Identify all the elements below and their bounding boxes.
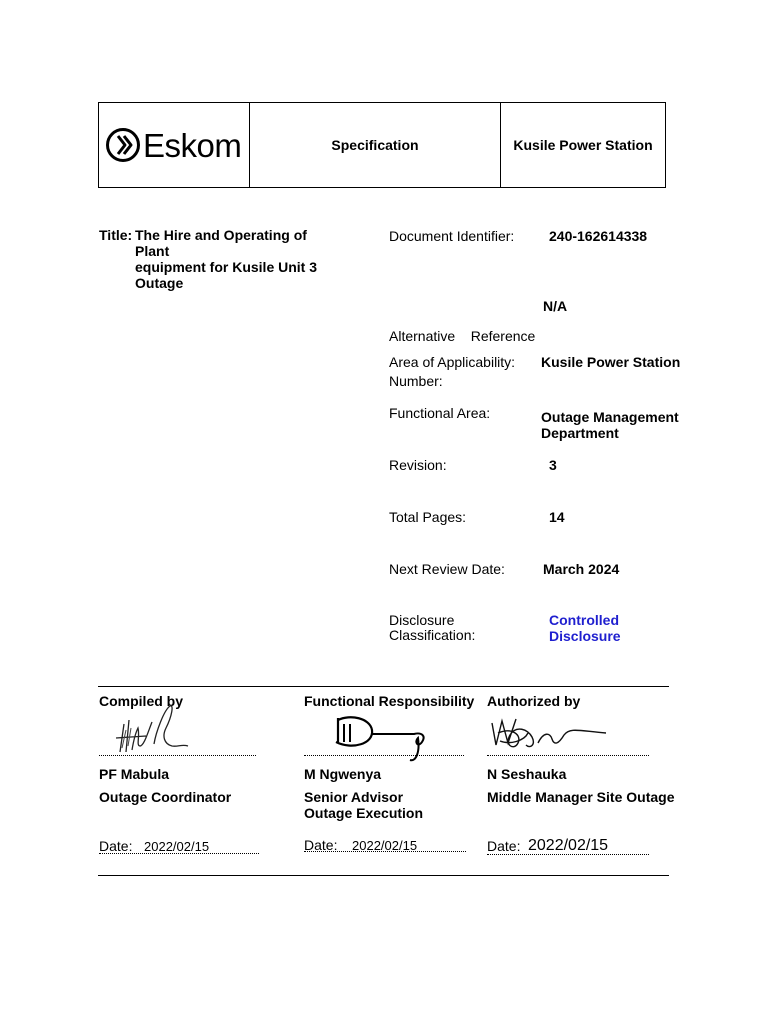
compiled-by-heading: Compiled by <box>99 693 184 709</box>
functional-area-label: Functional Area: <box>389 405 491 421</box>
eskom-emblem-icon <box>105 127 141 163</box>
signoff-bottom-rule <box>98 875 669 876</box>
title-label: Title: <box>99 227 133 243</box>
total-pages-label: Total Pages: <box>389 509 467 525</box>
disclosure-value <box>549 612 621 644</box>
functional-role-line-2: Outage Execution <box>304 805 424 821</box>
functional-name: M Ngwenya <box>304 766 382 782</box>
authorized-date-line <box>487 854 649 855</box>
disclosure-label <box>389 613 475 643</box>
revision-label: Revision: <box>389 457 447 473</box>
title-line-2: equipment for Kusile Unit 3 <box>135 259 318 275</box>
document-title <box>135 227 345 291</box>
compiled-signature <box>112 702 194 756</box>
functional-responsibility-heading: Functional Responsibility <box>304 693 475 709</box>
title-line-3: Outage <box>135 275 184 291</box>
alt-ref-label-line-2: Number: <box>389 373 443 389</box>
title-line-1: The Hire and Operating of Plant <box>135 227 307 259</box>
functional-area-value <box>541 409 679 441</box>
functional-date-label: Date: <box>304 837 338 853</box>
functional-date-line <box>304 851 466 852</box>
alt-ref-value: N/A <box>543 298 568 314</box>
doc-id-value: 240-162614338 <box>549 228 648 244</box>
functional-area-value-line-2: Department <box>541 425 619 441</box>
review-date-value: March 2024 <box>543 561 620 577</box>
signoff-top-rule <box>98 686 669 687</box>
disclosure-value-line-2: Disclosure <box>549 628 621 644</box>
authorized-date-label: Date: <box>487 838 521 854</box>
authorized-signature-line <box>487 755 649 756</box>
functional-date: 2022/02/15 <box>352 838 418 853</box>
compiled-signature-line <box>99 755 256 756</box>
doc-id-label: Document Identifier: <box>389 228 515 244</box>
authorized-signature <box>488 715 612 755</box>
compiled-role: Outage Coordinator <box>99 789 232 805</box>
logo-cell <box>99 103 250 187</box>
authorized-by-heading: Authorized by <box>487 693 581 709</box>
functional-role <box>304 789 423 821</box>
area-label: Area of Applicability: <box>389 354 516 370</box>
functional-role-line-1: Senior Advisor <box>304 789 404 805</box>
authorized-role: Middle Manager Site Outage <box>487 789 675 805</box>
functional-area-value-line-1: Outage Management <box>541 409 679 425</box>
total-pages-value: 14 <box>549 509 565 525</box>
authorized-date: 2022/02/15 <box>528 837 609 854</box>
review-date-label: Next Review Date: <box>389 561 505 577</box>
area-value: Kusile Power Station <box>541 354 681 370</box>
authorized-name: N Seshauka <box>487 766 567 782</box>
alt-ref-label <box>389 299 535 404</box>
disclosure-label-line-1: Disclosure <box>389 612 455 628</box>
logo-text: Eskom <box>143 126 242 164</box>
eskom-logo <box>105 127 241 163</box>
header-station: Kusile Power Station <box>513 137 653 153</box>
compiled-date-line <box>99 853 259 854</box>
compiled-date: 2022/02/15 <box>144 839 210 854</box>
revision-value: 3 <box>549 457 557 473</box>
disclosure-label-line-2: Classification: <box>389 627 476 643</box>
functional-signature-line <box>304 755 464 756</box>
document-header <box>98 102 666 188</box>
compiled-date-label: Date: <box>99 838 133 854</box>
compiled-name: PF Mabula <box>99 766 170 782</box>
functional-signature <box>330 712 430 764</box>
doc-type: Specification <box>250 103 501 187</box>
disclosure-value-line-1: Controlled <box>549 612 619 628</box>
alt-ref-label-line-1: Alternative Reference <box>389 328 536 344</box>
